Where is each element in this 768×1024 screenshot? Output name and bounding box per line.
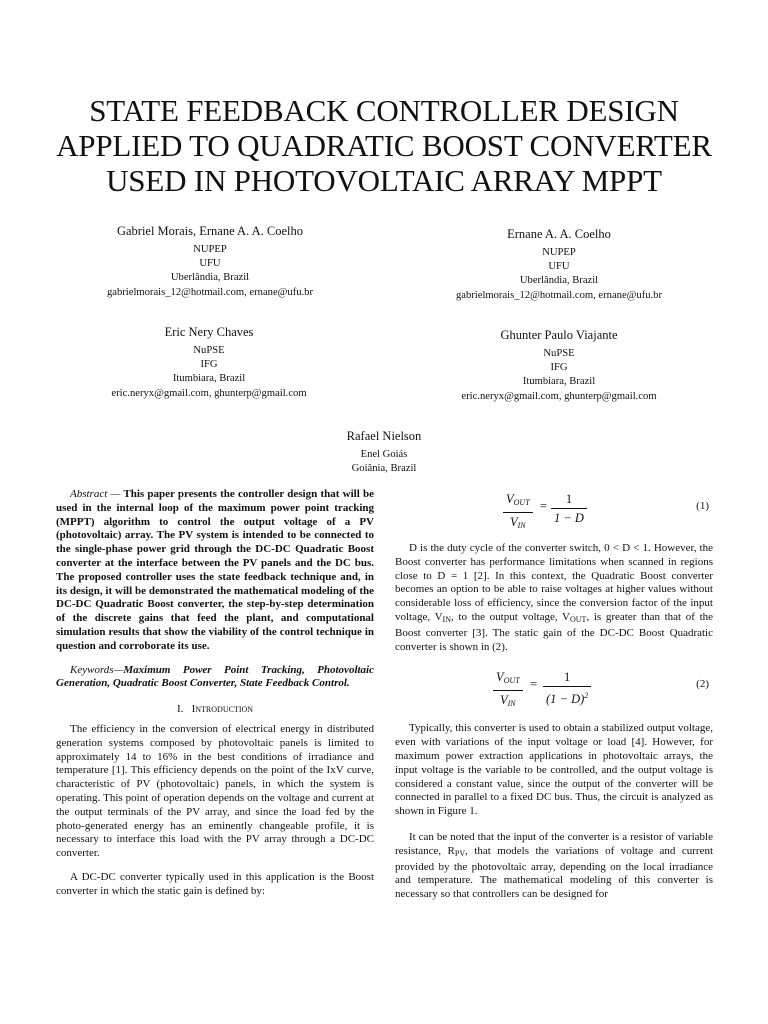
author-block-2 <box>389 226 729 303</box>
keywords <box>56 664 374 692</box>
eq-sub: OUT <box>513 498 530 507</box>
equation-2-rhs-den <box>543 687 591 708</box>
text-run: It can be noted that the input of the converter is a resistor of variable resistance, R <box>395 830 713 857</box>
equation-2-lhs <box>493 668 523 713</box>
title-line-1: STATE FEEDBACK CONTROLLER DESIGN <box>89 93 679 128</box>
author-org: NuPSE <box>193 345 225 356</box>
section-title: Introduction <box>191 703 254 716</box>
title-line-3: USED IN PHOTOVOLTAIC ARRAY MPPT <box>106 163 662 198</box>
abstract-text: This paper presents the controller design that will be used in the internal loop of the maximum power point tracking (MPPT) algorithm to control the output voltage of a PV (photovoltaic) array. The PV system is intended to be connected to the single-phase power grid through the DC-DC Quadratic Boost converter at the interface between the PV panels and the DC bus. The proposed controller uses the state feedback technique and, in its design, it will be demonstrated the mathematical modeling of the DC-DC Quadratic Boost converter, the step-by-step determination of the discrete gains that feed the plant, and computational simulation results that show the viability of the control technique in question and corroborate its use. <box>56 488 374 652</box>
equation-1-number: (1) <box>696 500 709 512</box>
equation-1-rhs <box>551 490 587 527</box>
eq-exponent: 2 <box>584 691 589 701</box>
eq-var: V <box>510 515 518 529</box>
author-city: Uberlândia, Brazil <box>519 275 599 287</box>
author-block-4 <box>389 327 729 404</box>
author-inst: IFG <box>550 362 568 374</box>
equation-1-lhs <box>503 490 533 535</box>
author-inst: IFG <box>200 359 218 371</box>
text-run: , that models the variations of voltage and current provided by the photovoltaic array, depending on the local irradiance and temperature. The mathematical modeling of this converter is necessary so that controllers can be designed for <box>395 844 714 901</box>
author-org: Enel Goiás <box>360 449 408 460</box>
intro-paragraph-2: A DC-DC converter typically used in this application is the Boost converter in which the static gain is defined by: <box>56 870 374 897</box>
eq-var: V <box>506 492 514 506</box>
author-inst: UFU <box>548 261 570 273</box>
author-block-1 <box>40 223 380 300</box>
author-city: Itumbiara, Brazil <box>522 376 596 388</box>
equation-2-lhs-den <box>493 691 523 713</box>
left-column <box>56 488 374 899</box>
equation-2-rhs <box>543 668 591 708</box>
keywords-text: Maximum Power Point Tracking, Photovoltaic Generation, Quadratic Boost Converter, State Feedback Control. <box>56 663 374 690</box>
author-block-5 <box>214 428 554 476</box>
right-paragraph-3 <box>395 831 713 902</box>
section-number: I. <box>176 703 184 716</box>
text-run: , to the output voltage, V <box>450 610 570 623</box>
author-email[interactable]: eric.neryx@gmail.com, ghunterp@gmail.com <box>461 390 657 402</box>
author-name: Gabriel Morais, Ernane A. A. Coelho <box>116 224 304 238</box>
intro-paragraph-1: The efficiency in the conversion of electrical energy in distributed generation systems composed by photovoltaic panels is limited to approximately 14 to 16% in the best conditions of irradiance and temperature [1]. This efficiency depends on the point of the IxV curve, characteristic of PV (photovoltaic) panels, in which the system is operating. This point of operation depends on the voltage and current at the output terminals of the PV array, and since the load fed by the photo-generated energy has an eminently changeable profile, it is necessary to interface this load with the PV array through a DC-DC converter. <box>56 722 374 860</box>
equation-1-lhs-den <box>503 513 533 535</box>
author-org: NUPEP <box>193 244 227 255</box>
right-paragraph-2: Typically, this converter is used to obtain a stabilized output voltage, even with variations of the input voltage or load [4]. However, for maximum power extraction applications in photovoltaic arrays, the input voltage is the variable to be controlled, and the output voltage is considered a constant value, since the output of the converter will be connected in parallel to a fixed DC bus. Thus, the circuit is analyzed as shown in Figure 1. <box>395 722 713 818</box>
equation-1-rhs-den: 1 − D <box>554 511 584 525</box>
equation-1-lhs-num <box>503 490 533 513</box>
author-name: Ghunter Paulo Viajante <box>500 328 618 342</box>
paper-title <box>40 93 728 198</box>
equation-2-lhs-num <box>493 668 523 691</box>
author-inst: UFU <box>199 258 221 270</box>
section-heading-introduction <box>56 703 374 717</box>
eq-den: (1 − D) <box>546 692 585 707</box>
text-run: D is the duty cycle of the converter switch, 0 < D < 1. However, the Boost converter has performance limitations when scanned in regions close to D = 1 [2]. In this context, the Quadratic Boost converter becomes an option to be able to raise voltages at higher values without considerable loss of efficiency, since the conversion factor of the input voltage, V <box>395 542 713 623</box>
eq-sub: OUT <box>503 676 520 686</box>
author-block-3 <box>39 324 379 401</box>
equation-2-equals: = <box>530 677 538 692</box>
abstract <box>56 488 374 654</box>
author-email[interactable]: gabrielmorais_12@hotmail.com, ernane@ufu.br <box>455 289 663 301</box>
equation-1-rhs-num: 1 <box>551 490 587 509</box>
equation-1-equals: = <box>540 499 548 513</box>
eq-var: V <box>500 693 508 708</box>
eq-sub: IN <box>517 521 526 530</box>
author-email[interactable]: eric.neryx@gmail.com, ghunterp@gmail.com <box>111 387 307 399</box>
equation-2-rhs-num: 1 <box>543 668 591 687</box>
equation-2 <box>395 666 713 710</box>
equation-1 <box>395 488 713 532</box>
author-city: Goiânia, Brazil <box>351 463 417 475</box>
subscript: PV <box>454 848 466 858</box>
eq-sub: IN <box>507 699 516 709</box>
author-org: NuPSE <box>543 348 575 359</box>
author-name: Ernane A. A. Coelho <box>507 227 611 241</box>
subscript: OUT <box>569 614 587 624</box>
eq-var: V <box>496 670 504 685</box>
keywords-lead: Keywords— <box>70 663 124 676</box>
right-paragraph-1 <box>395 542 713 654</box>
abstract-lead: Abstract — <box>70 488 121 500</box>
text-run: , is greater than that of the Boost converter [3]. The static gain of the DC-DC Boost Quadratic converter is shown in (2). <box>395 610 714 653</box>
equation-2-number: (2) <box>696 678 709 691</box>
author-name: Rafael Nielson <box>346 429 422 443</box>
author-email[interactable]: gabrielmorais_12@hotmail.com, ernane@ufu.br <box>106 286 314 298</box>
author-city: Itumbiara, Brazil <box>172 373 246 385</box>
right-column <box>395 488 713 902</box>
author-name: Eric Nery Chaves <box>164 325 254 339</box>
author-city: Uberlândia, Brazil <box>170 272 250 284</box>
subscript: IN <box>442 614 451 624</box>
author-org: NUPEP <box>542 247 576 258</box>
title-line-2: APPLIED TO QUADRATIC BOOST CONVERTER <box>56 128 712 163</box>
